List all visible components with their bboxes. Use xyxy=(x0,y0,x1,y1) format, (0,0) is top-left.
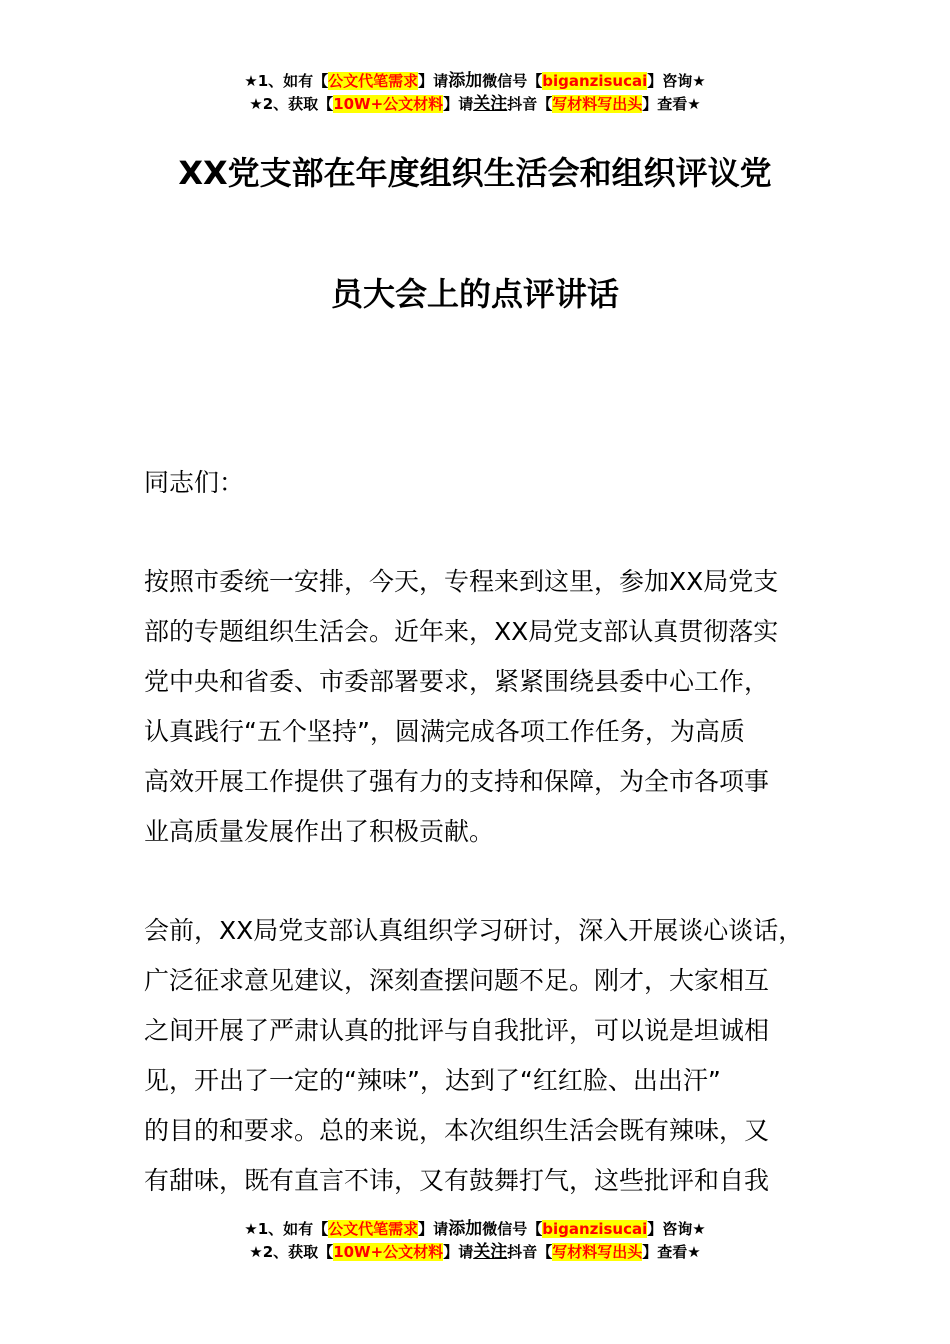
promo-highlight: 写材料写出头 xyxy=(552,1243,643,1261)
promo-line-1 xyxy=(0,70,950,93)
promo-text: 】请 xyxy=(418,1220,449,1238)
promo-text: 】请 xyxy=(418,72,449,90)
promo-highlight: 10W+公文材料 xyxy=(333,95,444,113)
promo-text: 】查看★ xyxy=(642,1243,701,1261)
paragraph-line: 会前，XX局党支部认真组织学习研讨，深入开展谈心谈话， xyxy=(144,916,804,945)
promo-emphasis: 关注 xyxy=(473,94,508,114)
promo-highlight: 写材料写出头 xyxy=(552,95,643,113)
paragraph-line: 党中央和省委、市委部署要求，紧紧围绕县委中心工作， xyxy=(144,667,770,696)
promo-text: 】查看★ xyxy=(642,95,701,113)
promo-emphasis: 添加 xyxy=(448,71,483,91)
promo-highlight: 公文代笔需求 xyxy=(328,72,419,90)
paragraph-line: 的目的和要求。总的来说，本次组织生活会既有辣味，又 xyxy=(144,1116,770,1145)
promo-highlight: 10W+公文材料 xyxy=(333,1243,444,1261)
paragraph-1 xyxy=(144,557,844,857)
promo-line-2 xyxy=(0,1241,950,1264)
paragraph-line: 按照市委统一安排，今天，专程来到这里，参加XX局党支 xyxy=(144,567,779,596)
promo-line-2 xyxy=(0,93,950,116)
promo-highlight: biganzisucai xyxy=(542,1220,648,1238)
paragraph-line: 有甜味，既有直言不讳，又有鼓舞打气，这些批评和自我 xyxy=(144,1166,770,1195)
paragraph-line: 之间开展了严肃认真的批评与自我批评，可以说是坦诚相 xyxy=(144,1016,770,1045)
paragraph-line: 广泛征求意见建议，深刻查摆问题不足。刚才，大家相互 xyxy=(144,966,770,995)
promo-emphasis: 添加 xyxy=(448,1219,483,1239)
promo-text: ★1、如有【 xyxy=(244,1220,329,1238)
promo-banner-bottom xyxy=(0,1218,950,1264)
promo-text: ★2、获取【 xyxy=(249,95,334,113)
promo-text: 】请 xyxy=(443,95,474,113)
promo-text: 抖音【 xyxy=(507,1243,553,1261)
promo-text: ★1、如有【 xyxy=(244,72,329,90)
promo-text: 】咨询★ xyxy=(647,72,706,90)
document-title-line-2: 员大会上的点评讲话 xyxy=(330,275,619,313)
paragraph-line: 见，开出了一定的“辣味”，达到了“红红脸、出出汗” xyxy=(144,1066,721,1095)
paragraph-line: 部的专题组织生活会。近年来，XX局党支部认真贯彻落实 xyxy=(144,617,779,646)
promo-text: 】请 xyxy=(443,1243,474,1261)
promo-emphasis: 关注 xyxy=(473,1242,508,1262)
promo-text: ★2、获取【 xyxy=(249,1243,334,1261)
paragraph-line: 认真践行“五个坚持”，圆满完成各项工作任务，为高质 xyxy=(144,717,745,746)
promo-text: 微信号【 xyxy=(482,72,543,90)
promo-text: 微信号【 xyxy=(482,1220,543,1238)
document-title-line-1: XX党支部在年度组织生活会和组织评议党 xyxy=(178,154,772,192)
paragraph-2 xyxy=(144,906,844,1206)
paragraph-line: 高效开展工作提供了强有力的支持和保障，为全市各项事 xyxy=(144,767,770,796)
promo-text: 】咨询★ xyxy=(647,1220,706,1238)
promo-line-1 xyxy=(0,1218,950,1241)
salutation: 同志们： xyxy=(144,468,245,497)
promo-highlight: 公文代笔需求 xyxy=(328,1220,419,1238)
promo-text: 抖音【 xyxy=(507,95,553,113)
promo-banner-top xyxy=(0,70,950,116)
paragraph-line: 业高质量发展作出了积极贡献。 xyxy=(144,817,495,846)
promo-highlight: biganzisucai xyxy=(542,72,648,90)
